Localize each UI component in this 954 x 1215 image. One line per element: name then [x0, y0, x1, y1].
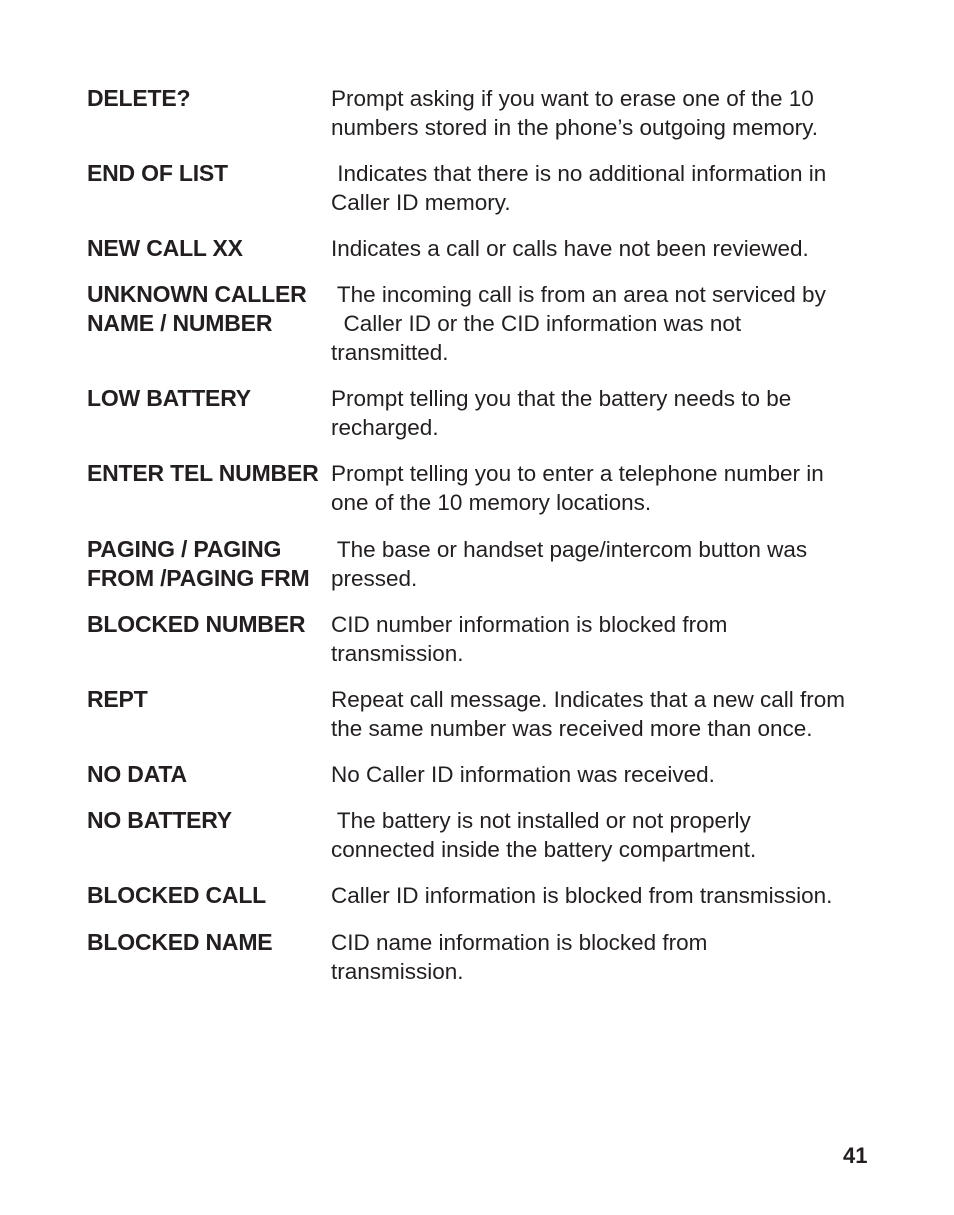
- entry-term: NO BATTERY: [87, 807, 232, 833]
- entry-description: CID number information is blocked from transmission.: [331, 612, 728, 666]
- entry-description: The base or handset page/intercom button was pressed.: [331, 537, 808, 591]
- entry-description: Repeat call message. Indicates that a new call from the same number was received more than once.: [331, 687, 846, 741]
- page-number: 41: [843, 1143, 868, 1168]
- entry-description: The incoming call is from an area not serviced by Caller ID or the CID information was not transmitted.: [331, 282, 826, 365]
- entry-description: Prompt telling you to enter a telephone number in one of the 10 memory locations.: [331, 461, 824, 515]
- entry-description: Prompt telling you that the battery needs to be recharged.: [331, 386, 792, 440]
- entry-description: Indicates a call or calls have not been reviewed.: [331, 236, 809, 261]
- entry-term: BLOCKED NAME: [87, 929, 273, 955]
- entry-term: LOW BATTERY: [87, 385, 251, 411]
- entry-term: PAGING / PAGING FROM /PAGING FRM: [87, 536, 310, 591]
- entry-term: ENTER TEL NUMBER: [87, 460, 319, 486]
- entry-description: Prompt asking if you want to erase one of the 10 numbers stored in the phone’s outgoing memory.: [331, 86, 818, 140]
- entry-description: Indicates that there is no additional information in Caller ID memory.: [331, 161, 827, 215]
- entry-term: END OF LIST: [87, 160, 228, 186]
- entry-term: BLOCKED CALL: [87, 882, 267, 908]
- entry-description: CID name information is blocked from transmission.: [331, 930, 708, 984]
- entry-description: Caller ID information is blocked from transmission.: [331, 883, 833, 908]
- entry-term: NEW CALL XX: [87, 235, 243, 261]
- entry-description: No Caller ID information was received.: [331, 762, 715, 787]
- entry-term: REPT: [87, 686, 148, 712]
- entry-term: DELETE?: [87, 85, 191, 111]
- entry-term: NO DATA: [87, 761, 187, 787]
- entry-term: UNKNOWN CALLER NAME / NUMBER: [87, 281, 307, 336]
- entry-term: BLOCKED NUMBER: [87, 611, 306, 637]
- entry-description: The battery is not installed or not properly connected inside the battery compartment.: [331, 808, 757, 862]
